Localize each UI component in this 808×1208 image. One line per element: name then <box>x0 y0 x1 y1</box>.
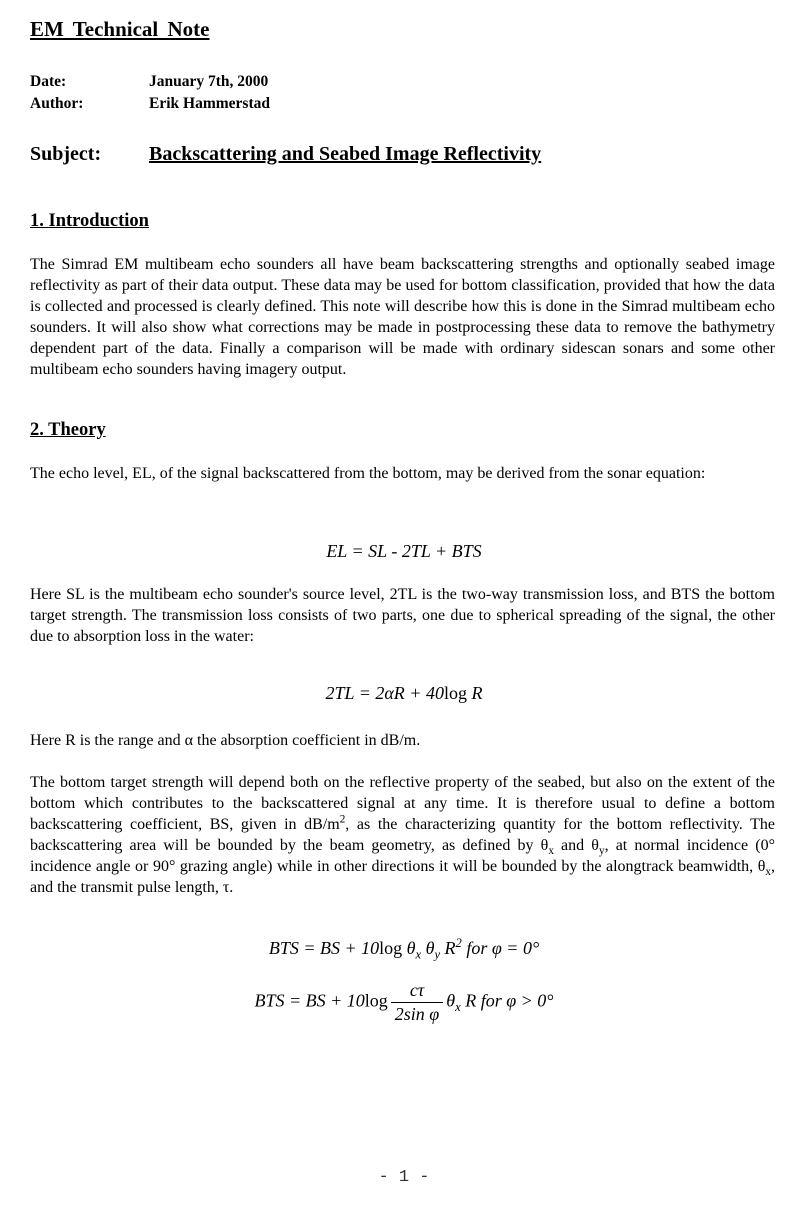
author-label: Author: <box>30 95 84 112</box>
date-label: Date: <box>30 73 67 90</box>
theory-paragraph-2: Here SL is the multibeam echo sounder's source level, 2TL is the two-way transmission loss, and BTS the bottom target strength. The transmission loss consists of two parts, one due to spherical spreading of the signal, the other due to absorption loss in the water: <box>30 586 775 645</box>
equation-transmission-loss: 2TL = 2αR + 40log R <box>325 683 483 703</box>
equation-echo-level: EL = SL - 2TL + BTS <box>326 541 482 561</box>
subject-label: Subject: <box>30 143 102 165</box>
theory-paragraph-3: Here R is the range and α the absorption coefficient in dB/m. <box>30 732 421 749</box>
section-heading-introduction: 1. Introduction <box>30 211 149 231</box>
equation-bts-oblique: BTS = BS + 10log $\frac{c\tau}{\text{2sin φ}}$ $\theta_x$ R for φ > 0° <box>254 980 554 1024</box>
section-heading-theory: 2. Theory <box>30 420 106 440</box>
equation-bts-normal: BTS = BS + 10log $\theta_x$ $\theta_y$ $R^2$ for φ = 0° <box>268 936 540 962</box>
theory-paragraph-1: The echo level, EL, of the signal backscattered from the bottom, may be derived from the sonar equation: <box>30 465 706 482</box>
date-value: January 7th, 2000 <box>149 73 269 90</box>
theory-paragraph-4: The bottom target strength will depend both on the reflective property of the seabed, but also on the extent of the bottom which contributes to the backscattered signal at any time. It is therefore usual to define a bottom backscattering coefficient, BS, given in $dB/m^2$, as the characterizing quantity for the bottom reflectivity. The backscattering area will be bounded by the beam geometry, as defined by $\theta_x$ and $\theta_y$, at normal incidence (0° incidence angle or 90° grazing angle) while in other directions it will be bounded by the alongtrack beamwidth, $\theta_x$, and the transmit pulse length, τ. <box>30 774 776 896</box>
introduction-paragraph: The Simrad EM multibeam echo sounders all have beam backscattering strengths and optionally seabed image reflectivity as part of their data output. These data may be used for bottom classification, provided that how the data is collected and processed is clearly defined. This note will describe how this is done in the Simrad multibeam echo sounders. It will also show what corrections may be made in postprocessing these data to remove the bathymetry dependent part of the data. Finally a comparison will be made with ordinary sidescan sonars and some other multibeam echo sounders having imagery output. <box>30 256 775 378</box>
fraction: $\frac{c\tau}{\text{2sin φ}}$ <box>391 980 443 1025</box>
subject-value: Backscattering and Seabed Image Reflectivity <box>149 143 542 165</box>
page-title: EM Technical Note <box>30 17 210 41</box>
author-value: Erik Hammerstad <box>149 95 270 112</box>
page-number: - 1 - <box>378 1168 430 1187</box>
